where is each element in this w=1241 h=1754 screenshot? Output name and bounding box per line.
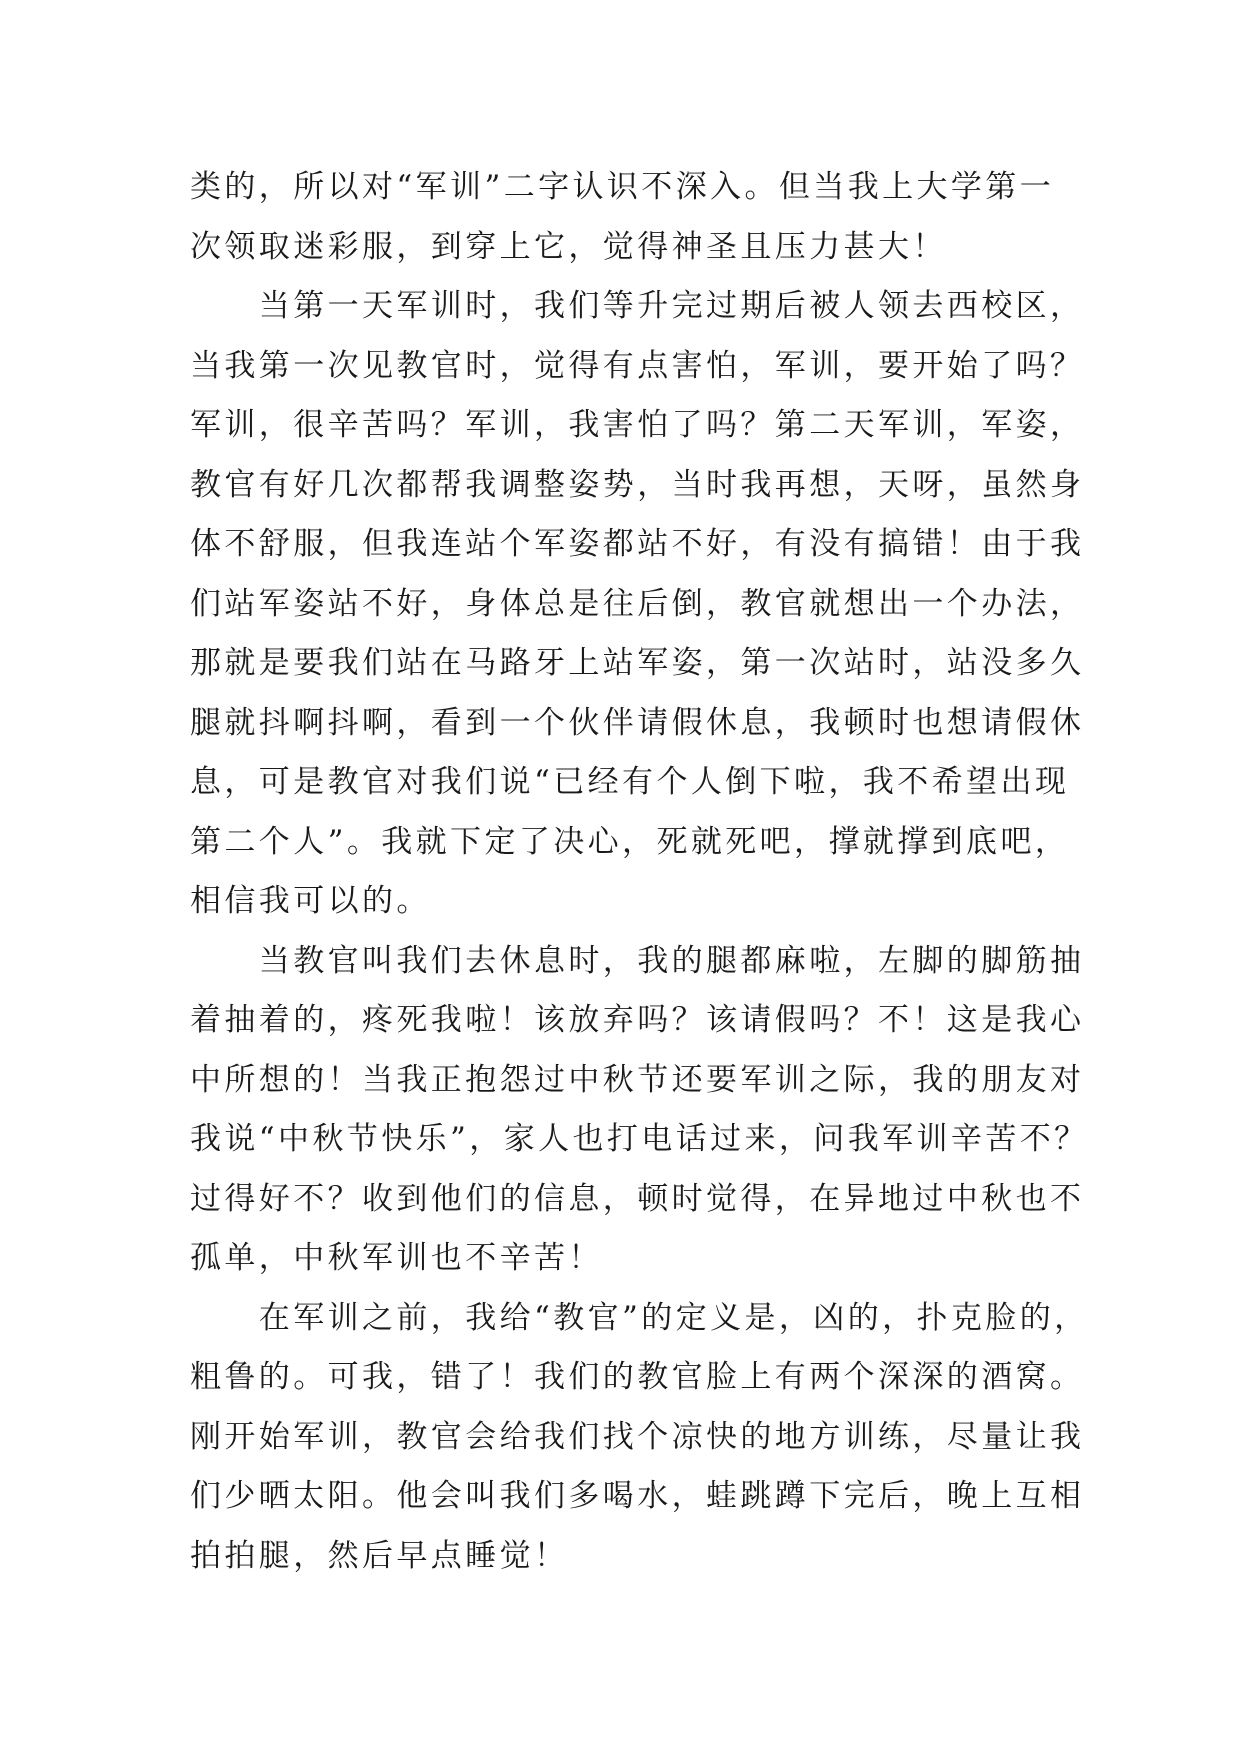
text-line: 拍拍腿，然后早点睡觉！ — [190, 1537, 569, 1574]
text-line: 过得好不？收到他们的信息，顿时觉得，在异地过中秋也不 — [190, 1180, 1085, 1217]
text-line: 体不舒服，但我连站个军姿都站不好，有没有搞错！由于我 — [190, 526, 1085, 562]
text-line: 军训，很辛苦吗？军训，我害怕了吗？第二天军训，军姿， — [190, 407, 1085, 443]
text-line: 当第一天军训时，我们等升完过期后被人领去西校区， — [190, 288, 1085, 324]
text-line: 当我第一次见教官时，觉得有点害怕，军训，要开始了吗？ — [190, 347, 1085, 384]
text-line: 那就是要我们站在马路牙上站军姿，第一次站时，站没多久 — [190, 645, 1085, 681]
text-line: 刚开始军训，教官会给我们找个凉快的地方训练，尽量让我 — [190, 1418, 1085, 1455]
text-line: 教官有好几次都帮我调整姿势，当时我再想，天呀，虽然身 — [190, 466, 1085, 503]
text-line: 们少晒太阳。他会叫我们多喝水，蛙跳蹲下完后，晚上互相 — [190, 1478, 1085, 1514]
text-line: 腿就抖啊抖啊，看到一个伙伴请假休息，我顿时也想请假休 — [190, 704, 1085, 741]
text-line: 类的，所以对“军训”二字认识不深入。但当我上大学第一 — [190, 169, 1055, 205]
text-line: 着抽着的，疼死我啦！该放弃吗？该请假吗？不！这是我心 — [190, 1002, 1085, 1038]
text-line: 相信我可以的。 — [190, 883, 431, 919]
text-line: 在军训之前，我给“教官”的定义是，凶的，扑克脸的， — [190, 1299, 1089, 1336]
text-line: 中所想的！当我正抱怨过中秋节还要军训之际，我的朋友对 — [190, 1061, 1085, 1098]
body-text — [190, 158, 1089, 1586]
text-line: 第二个人”。我就下定了决心，死就死吧，撑就撑到底吧， — [190, 823, 1070, 860]
text-line: 们站军姿站不好，身体总是往后倒，教官就想出一个办法， — [190, 585, 1085, 622]
text-line: 息，可是教官对我们说“已经有个人倒下啦，我不希望出现 — [190, 764, 1070, 800]
text-line: 次领取迷彩服，到穿上它，觉得神圣且压力甚大！ — [190, 228, 947, 265]
text-line: 孤单，中秋军训也不辛苦！ — [190, 1240, 603, 1276]
text-line: 我说“中秋节快乐”，家人也打电话过来，问我军训辛苦不？ — [190, 1121, 1089, 1157]
text-line: 当教官叫我们去休息时，我的腿都麻啦，左脚的脚筋抽 — [190, 942, 1085, 979]
text-line: 粗鲁的。可我，错了！我们的教官脸上有两个深深的酒窝。 — [190, 1359, 1085, 1395]
